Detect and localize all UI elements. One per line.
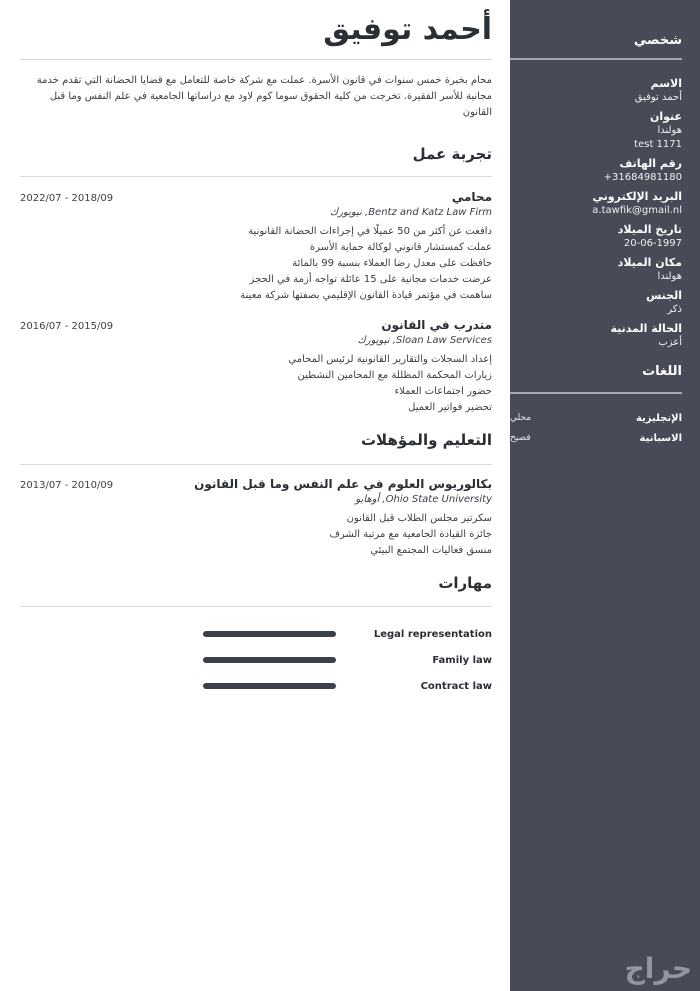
languages-list <box>510 394 682 448</box>
main-column <box>20 0 492 699</box>
job-duties <box>20 350 492 416</box>
achievement-item: منسق فعاليات المجتمع البيئي <box>370 545 492 556</box>
field-address: عنوان هولندا test 1171 <box>634 110 682 150</box>
field-birth-place: مكان الميلاد هولندا <box>617 256 682 282</box>
watermark-logo: حراج <box>624 952 692 985</box>
job-title: محامي <box>451 190 492 204</box>
job-employer: Sloan Law Services, نيويورك <box>357 335 492 346</box>
field-marital-status: الحالة المدنية أعزب <box>610 322 682 348</box>
skills-section-title: مهارات <box>438 574 492 592</box>
job-dates: 2022/07 - 2018/09 <box>20 193 114 204</box>
field-name: الاسم أحمد توفيق <box>634 77 682 103</box>
language-name: الإنجليزية <box>635 412 682 424</box>
experience-section-title: تجربة عمل <box>412 145 492 163</box>
language-item <box>510 428 682 448</box>
duty-item: تحضير فواتير العميل <box>408 402 492 413</box>
education-entry <box>20 465 492 559</box>
field-gender: الجنس ذكر <box>646 289 682 315</box>
field-birth-date: تاريخ الميلاد 20-06-1997 <box>617 223 682 249</box>
experience-entry <box>20 304 492 416</box>
duty-item: دافعت عن أكثر من 50 عميلًا في إجراءات الحضانة القانونية <box>248 226 492 237</box>
language-level: محلي <box>510 413 532 423</box>
skill-level-bar <box>203 657 336 663</box>
duty-item: زيارات المحكمة المظللة مع المحامين النشطين <box>297 370 492 381</box>
language-level: فصيح <box>510 433 531 443</box>
skill-row <box>20 621 492 647</box>
personal-section-title: شخصي <box>633 33 682 48</box>
skill-name: Legal representation <box>373 628 492 640</box>
duty-item: عملت كمستشار قانوني لوكالة حماية الأسرة <box>309 242 492 253</box>
language-item <box>510 408 682 428</box>
skill-row <box>20 647 492 673</box>
languages-section-title: اللغات <box>642 364 682 379</box>
achievement-item: سكرتير مجلس الطلاب قبل القانون <box>346 513 492 524</box>
skill-name: Family law <box>432 654 492 666</box>
skill-level-bar <box>203 683 336 689</box>
language-name: الاسبانية <box>639 432 682 444</box>
education-achievements <box>20 509 492 559</box>
job-duties <box>20 222 492 304</box>
job-title: متدرب في القانون <box>381 318 492 332</box>
achievement-item: جائزة القيادة الجامعية مع مرتبة الشرف <box>329 529 492 540</box>
skill-row <box>20 673 492 699</box>
candidate-name: أحمد توفيق <box>323 12 492 47</box>
institution: Ohio State University, أوهايو <box>355 494 492 505</box>
duty-item: حافظت على معدل رضا العملاء بنسبة 99 بالمائة <box>292 258 492 269</box>
duty-item: عرضت خدمات مجانية على 15 عائلة تواجه أزمة في الحجز <box>249 274 492 285</box>
field-phone: رقم الهاتف +31684981180 <box>603 157 682 183</box>
job-employer: Bentz and Katz Law Firm, نيويورك <box>329 207 492 218</box>
degree-title: بكالوريوس العلوم في علم النفس وما قبل القانون <box>194 477 492 491</box>
skill-name: Contract law <box>420 680 492 692</box>
degree-dates: 2013/07 - 2010/09 <box>20 480 114 491</box>
education-section-title: التعليم والمؤهلات <box>360 431 492 449</box>
duty-item: إعداد السجلات والتقارير القانونية لرئيس المحامي <box>288 354 492 365</box>
experience-entry <box>20 177 492 304</box>
personal-fields <box>510 60 682 350</box>
duty-item: حضور اجتماعات العملاء <box>394 386 492 397</box>
profile-summary: محام بخبرة خمس سنوات في قانون الأسرة. عملت مع شركة خاصة للتعامل مع قضايا الحضانة التي تقدم خدمة مجانية للأسر الفقيرة. تخرجت من كلية الحقوق سوما كوم لاود مع دراساتها الجامعية في علم النفس وما قبل القانون <box>36 75 492 118</box>
skill-level-bar <box>203 631 336 637</box>
duty-item: ساهمت في مؤتمر قيادة القانون الإقليمي بصفتها شركة معينة <box>240 290 492 301</box>
job-dates: 2016/07 - 2015/09 <box>20 321 114 332</box>
skills-list <box>20 607 492 699</box>
field-email: البريد الإلكتروني a.tawfik@gmail.nl <box>592 190 682 216</box>
personal-sidebar <box>510 0 700 991</box>
